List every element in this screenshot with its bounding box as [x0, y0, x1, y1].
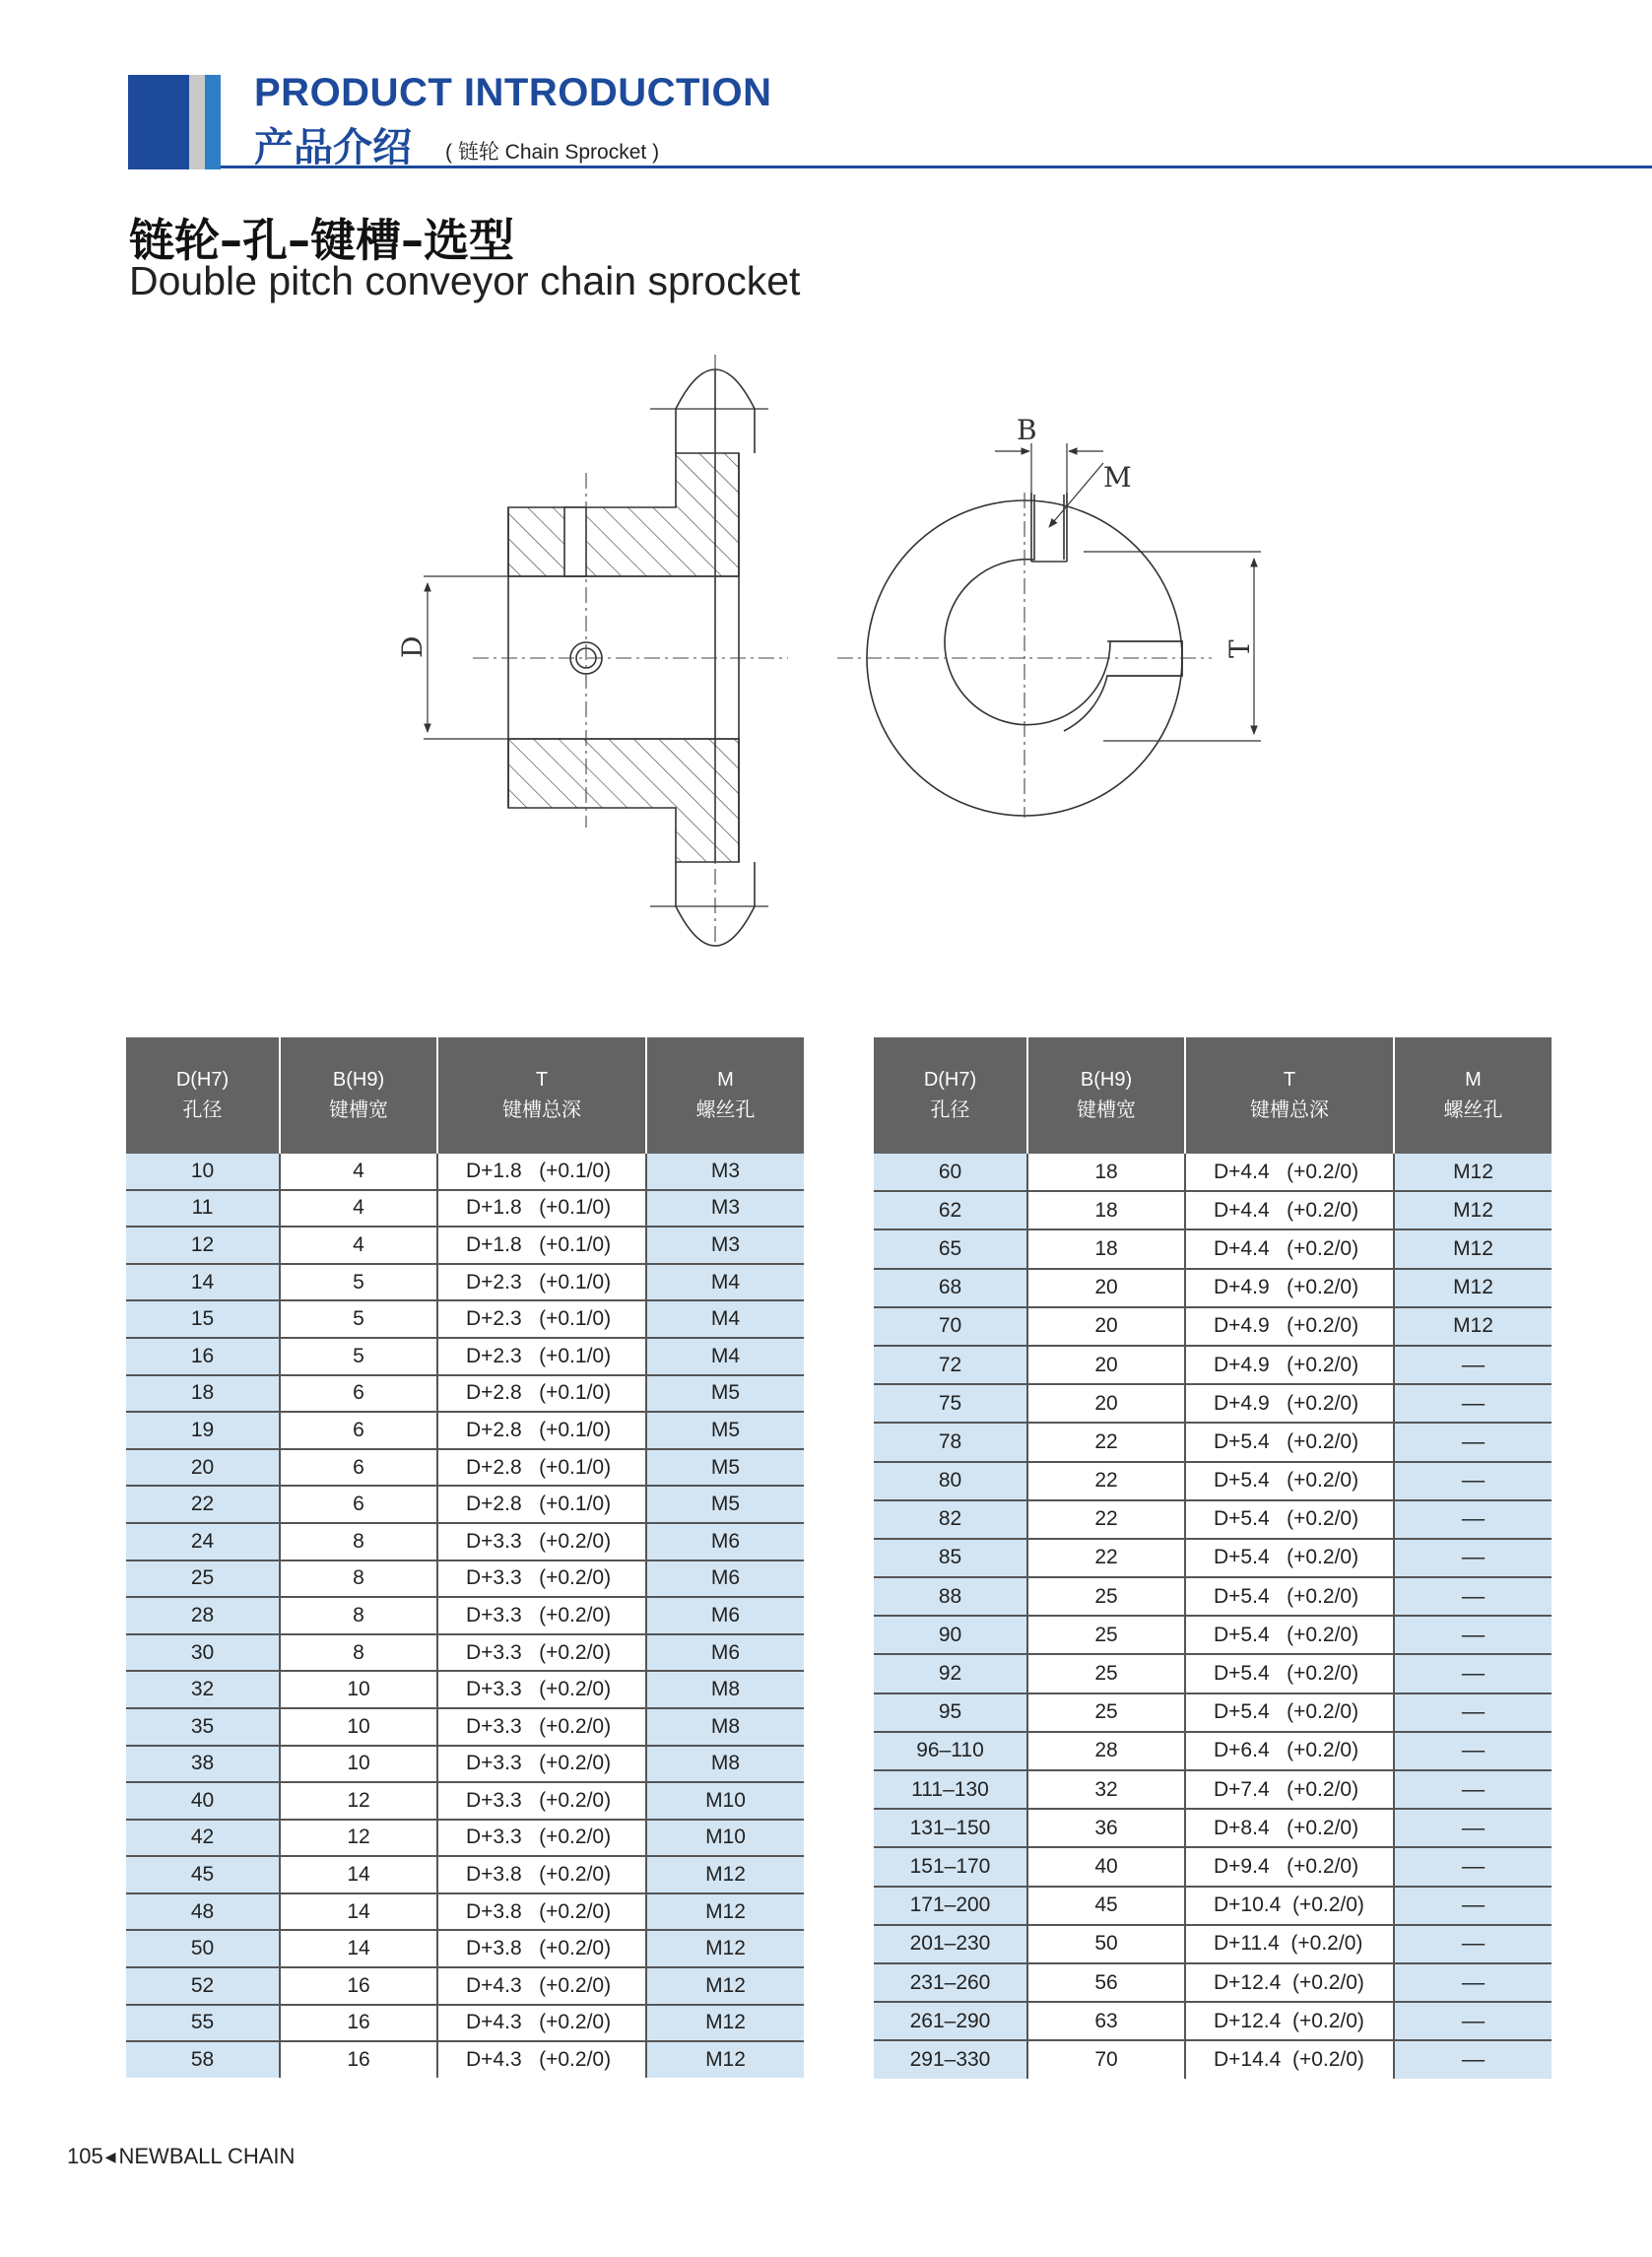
cell-keyway-b: 12	[280, 1782, 437, 1820]
cell-screw-m: M12	[646, 1967, 804, 2005]
cell-keyway-b: 4	[280, 1190, 437, 1228]
cell-keyway-b: 45	[1027, 1887, 1185, 1925]
table-row	[126, 1820, 804, 1857]
cell-bore-d: 50	[126, 1930, 280, 1967]
cell-depth-t: D+3.3 (+0.2/0)	[437, 1782, 646, 1820]
table-row	[126, 1486, 804, 1523]
dim-label-t: T	[1223, 639, 1256, 658]
table-row	[874, 1887, 1552, 1925]
cell-keyway-b: 6	[280, 1486, 437, 1523]
cell-depth-t: D+11.4 (+0.2/0)	[1185, 1925, 1394, 1963]
footer-brand: NEWBALL CHAIN	[118, 2144, 296, 2168]
cell-keyway-b: 12	[280, 1820, 437, 1857]
cell-bore-d: 30	[126, 1634, 280, 1672]
sprocket-drawing	[374, 355, 1281, 965]
cell-screw-m: ––	[1394, 1616, 1552, 1654]
table-row	[874, 1462, 1552, 1500]
cell-keyway-b: 6	[280, 1449, 437, 1487]
cell-keyway-b: 4	[280, 1227, 437, 1264]
cell-bore-d: 22	[126, 1486, 280, 1523]
cell-screw-m: M5	[646, 1375, 804, 1413]
cell-keyway-b: 25	[1027, 1616, 1185, 1654]
cell-bore-d: 16	[126, 1338, 280, 1375]
cell-keyway-b: 22	[1027, 1423, 1185, 1461]
cell-depth-t: D+5.4 (+0.2/0)	[1185, 1462, 1394, 1500]
cell-bore-d: 12	[126, 1227, 280, 1264]
spec-table-left	[126, 1037, 804, 2078]
header-title-en: PRODUCT INTRODUCTION	[254, 71, 772, 114]
cell-bore-d: 60	[874, 1154, 1027, 1191]
cell-keyway-b: 6	[280, 1375, 437, 1413]
cell-depth-t: D+12.4 (+0.2/0)	[1185, 1963, 1394, 2002]
cell-bore-d: 35	[126, 1708, 280, 1746]
cell-depth-t: D+5.4 (+0.2/0)	[1185, 1423, 1394, 1461]
cell-screw-m: ––	[1394, 1654, 1552, 1693]
cell-keyway-b: 18	[1027, 1229, 1185, 1268]
cell-screw-m: M8	[646, 1708, 804, 1746]
cell-keyway-b: 40	[1027, 1847, 1185, 1886]
cell-keyway-b: 56	[1027, 1963, 1185, 2002]
cell-depth-t: D+4.4 (+0.2/0)	[1185, 1229, 1394, 1268]
cell-keyway-b: 16	[280, 2041, 437, 2078]
cell-keyway-b: 4	[280, 1154, 437, 1190]
table-row	[874, 1423, 1552, 1461]
cell-keyway-b: 5	[280, 1264, 437, 1301]
cell-bore-d: 32	[126, 1671, 280, 1708]
cell-screw-m: M6	[646, 1597, 804, 1634]
cell-screw-m: ––	[1394, 1887, 1552, 1925]
cell-screw-m: ––	[1394, 1770, 1552, 1809]
cell-screw-m: ––	[1394, 1577, 1552, 1616]
table-row	[126, 1856, 804, 1893]
cell-screw-m: ––	[1394, 2002, 1552, 2040]
left-triangle-icon: ◀	[104, 2149, 116, 2164]
cell-bore-d: 291–330	[874, 2040, 1027, 2078]
cell-keyway-b: 20	[1027, 1346, 1185, 1384]
cell-bore-d: 68	[874, 1269, 1027, 1307]
cell-screw-m: ––	[1394, 1847, 1552, 1886]
table-row	[874, 1963, 1552, 2002]
cell-bore-d: 80	[874, 1462, 1027, 1500]
cell-depth-t: D+3.3 (+0.2/0)	[437, 1560, 646, 1598]
col-header-t: T 键槽总深	[1185, 1037, 1394, 1154]
cell-depth-t: D+3.3 (+0.2/0)	[437, 1634, 646, 1672]
cell-keyway-b: 5	[280, 1300, 437, 1338]
cell-depth-t: D+3.8 (+0.2/0)	[437, 1893, 646, 1931]
cell-depth-t: D+10.4 (+0.2/0)	[1185, 1887, 1394, 1925]
cell-keyway-b: 20	[1027, 1384, 1185, 1423]
cell-screw-m: M3	[646, 1190, 804, 1228]
cell-screw-m: ––	[1394, 1693, 1552, 1732]
cell-screw-m: M8	[646, 1746, 804, 1783]
cell-keyway-b: 14	[280, 1856, 437, 1893]
cell-screw-m: M12	[1394, 1154, 1552, 1191]
table-row	[126, 1449, 804, 1487]
cell-depth-t: D+3.3 (+0.2/0)	[437, 1671, 646, 1708]
header-title-cn: 产品介绍	[254, 125, 412, 170]
cell-bore-d: 10	[126, 1154, 280, 1190]
cell-depth-t: D+7.4 (+0.2/0)	[1185, 1770, 1394, 1809]
cell-screw-m: M12	[646, 1893, 804, 1931]
cell-bore-d: 62	[874, 1191, 1027, 1229]
cell-screw-m: ––	[1394, 1539, 1552, 1577]
cell-depth-t: D+2.8 (+0.1/0)	[437, 1486, 646, 1523]
table-row	[874, 1693, 1552, 1732]
cell-bore-d: 75	[874, 1384, 1027, 1423]
cell-screw-m: M10	[646, 1782, 804, 1820]
table-row	[874, 1809, 1552, 1847]
front-view-centerlines	[837, 493, 1212, 818]
cell-depth-t: D+12.4 (+0.2/0)	[1185, 2002, 1394, 2040]
cell-keyway-b: 14	[280, 1930, 437, 1967]
table-row	[874, 1770, 1552, 1809]
cell-screw-m: M6	[646, 1560, 804, 1598]
table-row	[126, 1227, 804, 1264]
cell-bore-d: 20	[126, 1449, 280, 1487]
table-row	[126, 1967, 804, 2005]
cell-depth-t: D+2.3 (+0.1/0)	[437, 1338, 646, 1375]
cell-keyway-b: 18	[1027, 1191, 1185, 1229]
cell-screw-m: M5	[646, 1412, 804, 1449]
cell-depth-t: D+4.3 (+0.2/0)	[437, 1967, 646, 2005]
cell-depth-t: D+2.8 (+0.1/0)	[437, 1375, 646, 1413]
cell-bore-d: 14	[126, 1264, 280, 1301]
table-row	[874, 2040, 1552, 2078]
table-row	[874, 1732, 1552, 1770]
cell-screw-m: M12	[1394, 1191, 1552, 1229]
table-row	[874, 1539, 1552, 1577]
cell-depth-t: D+2.3 (+0.1/0)	[437, 1264, 646, 1301]
cell-keyway-b: 8	[280, 1560, 437, 1598]
cell-bore-d: 111–130	[874, 1770, 1027, 1809]
cell-screw-m: M12	[1394, 1269, 1552, 1307]
cell-keyway-b: 8	[280, 1523, 437, 1560]
cell-screw-m: M4	[646, 1300, 804, 1338]
cell-keyway-b: 28	[1027, 1732, 1185, 1770]
cell-depth-t: D+2.8 (+0.1/0)	[437, 1412, 646, 1449]
table-row	[874, 1307, 1552, 1346]
cell-keyway-b: 16	[280, 1967, 437, 2005]
cell-keyway-b: 50	[1027, 1925, 1185, 1963]
cell-bore-d: 28	[126, 1597, 280, 1634]
table-row	[874, 1229, 1552, 1268]
cell-screw-m: M10	[646, 1820, 804, 1857]
cell-screw-m: M12	[646, 2005, 804, 2042]
cell-depth-t: D+4.4 (+0.2/0)	[1185, 1154, 1394, 1191]
cell-bore-d: 38	[126, 1746, 280, 1783]
table-row	[126, 1708, 804, 1746]
cell-bore-d: 72	[874, 1346, 1027, 1384]
cell-bore-d: 42	[126, 1820, 280, 1857]
cell-depth-t: D+14.4 (+0.2/0)	[1185, 2040, 1394, 2078]
table-row	[126, 1671, 804, 1708]
cell-keyway-b: 63	[1027, 2002, 1185, 2040]
cell-bore-d: 151–170	[874, 1847, 1027, 1886]
col-header-b: B(H9) 键槽宽	[280, 1037, 437, 1154]
cell-depth-t: D+5.4 (+0.2/0)	[1185, 1616, 1394, 1654]
table-row	[126, 1782, 804, 1820]
cell-keyway-b: 20	[1027, 1307, 1185, 1346]
table-row	[126, 1190, 804, 1228]
cell-depth-t: D+3.3 (+0.2/0)	[437, 1820, 646, 1857]
table-row	[874, 1654, 1552, 1693]
cell-keyway-b: 10	[280, 1746, 437, 1783]
cell-bore-d: 85	[874, 1539, 1027, 1577]
cell-keyway-b: 25	[1027, 1577, 1185, 1616]
table-row	[126, 1560, 804, 1598]
table-row	[126, 1375, 804, 1413]
cell-bore-d: 11	[126, 1190, 280, 1228]
cell-depth-t: D+1.8 (+0.1/0)	[437, 1227, 646, 1264]
cell-screw-m: ––	[1394, 1732, 1552, 1770]
table-body-left	[126, 1154, 804, 2078]
table-row	[126, 1634, 804, 1672]
cell-keyway-b: 6	[280, 1412, 437, 1449]
cell-keyway-b: 32	[1027, 1770, 1185, 1809]
col-header-m: M 螺丝孔	[1394, 1037, 1552, 1154]
page-footer	[67, 2144, 295, 2169]
cell-bore-d: 92	[874, 1654, 1027, 1693]
cell-keyway-b: 10	[280, 1708, 437, 1746]
cell-screw-m: ––	[1394, 1384, 1552, 1423]
cell-depth-t: D+9.4 (+0.2/0)	[1185, 1847, 1394, 1886]
cell-keyway-b: 14	[280, 1893, 437, 1931]
header-rule	[221, 166, 1652, 168]
section-title-cn: 链轮–孔–键槽–选型	[129, 214, 514, 267]
cell-bore-d: 45	[126, 1856, 280, 1893]
col-header-t: T 键槽总深	[437, 1037, 646, 1154]
col-header-b: B(H9) 键槽宽	[1027, 1037, 1185, 1154]
cell-depth-t: D+3.3 (+0.2/0)	[437, 1746, 646, 1783]
table-row	[126, 1746, 804, 1783]
cell-bore-d: 90	[874, 1616, 1027, 1654]
dim-label-m: M	[1103, 461, 1132, 494]
cell-screw-m: M6	[646, 1523, 804, 1560]
cell-bore-d: 18	[126, 1375, 280, 1413]
cell-screw-m: M6	[646, 1634, 804, 1672]
page-number: 105	[67, 2144, 103, 2168]
cell-depth-t: D+4.9 (+0.2/0)	[1185, 1307, 1394, 1346]
cell-keyway-b: 22	[1027, 1500, 1185, 1539]
cell-depth-t: D+4.9 (+0.2/0)	[1185, 1346, 1394, 1384]
cell-keyway-b: 8	[280, 1597, 437, 1634]
cell-keyway-b: 25	[1027, 1654, 1185, 1693]
cell-bore-d: 19	[126, 1412, 280, 1449]
cell-bore-d: 40	[126, 1782, 280, 1820]
table-row	[126, 1264, 804, 1301]
cell-bore-d: 15	[126, 1300, 280, 1338]
cell-screw-m: ––	[1394, 2040, 1552, 2078]
section-title-en: Double pitch conveyor chain sprocket	[129, 258, 801, 303]
cell-depth-t: D+3.3 (+0.2/0)	[437, 1597, 646, 1634]
cell-keyway-b: 20	[1027, 1269, 1185, 1307]
table-row	[874, 1925, 1552, 1963]
dim-label-d: D	[396, 635, 429, 658]
cell-screw-m: ––	[1394, 1346, 1552, 1384]
cell-depth-t: D+5.4 (+0.2/0)	[1185, 1693, 1394, 1732]
table-row	[874, 1269, 1552, 1307]
cell-depth-t: D+1.8 (+0.1/0)	[437, 1154, 646, 1190]
cell-depth-t: D+4.9 (+0.2/0)	[1185, 1384, 1394, 1423]
cell-screw-m: ––	[1394, 1462, 1552, 1500]
table-header-row	[126, 1037, 804, 1154]
cell-depth-t: D+3.3 (+0.2/0)	[437, 1523, 646, 1560]
cell-keyway-b: 70	[1027, 2040, 1185, 2078]
cell-keyway-b: 16	[280, 2005, 437, 2042]
cell-bore-d: 25	[126, 1560, 280, 1598]
table-row	[874, 1191, 1552, 1229]
table-row	[874, 1847, 1552, 1886]
cell-bore-d: 58	[126, 2041, 280, 2078]
header-bar-lightblue	[205, 75, 221, 169]
cell-keyway-b: 10	[280, 1671, 437, 1708]
col-header-d: D(H7) 孔径	[874, 1037, 1027, 1154]
table-row	[874, 1577, 1552, 1616]
table-row	[874, 1384, 1552, 1423]
cell-depth-t: D+5.4 (+0.2/0)	[1185, 1654, 1394, 1693]
cell-bore-d: 88	[874, 1577, 1027, 1616]
cell-keyway-b: 25	[1027, 1693, 1185, 1732]
cell-depth-t: D+4.9 (+0.2/0)	[1185, 1269, 1394, 1307]
table-header-row	[874, 1037, 1552, 1154]
cell-depth-t: D+5.4 (+0.2/0)	[1185, 1577, 1394, 1616]
cell-screw-m: M12	[1394, 1307, 1552, 1346]
cell-depth-t: D+5.4 (+0.2/0)	[1185, 1500, 1394, 1539]
cell-screw-m: M12	[1394, 1229, 1552, 1268]
front-view-body	[1031, 493, 1182, 676]
cell-screw-m: M8	[646, 1671, 804, 1708]
cell-screw-m: M4	[646, 1264, 804, 1301]
col-header-d: D(H7) 孔径	[126, 1037, 280, 1154]
cell-screw-m: M12	[646, 1930, 804, 1967]
cell-bore-d: 48	[126, 1893, 280, 1931]
cell-screw-m: ––	[1394, 1925, 1552, 1963]
cell-bore-d: 78	[874, 1423, 1027, 1461]
cell-screw-m: ––	[1394, 1809, 1552, 1847]
table-row	[126, 1523, 804, 1560]
table-row	[874, 2002, 1552, 2040]
cell-depth-t: D+5.4 (+0.2/0)	[1185, 1539, 1394, 1577]
cell-depth-t: D+2.3 (+0.1/0)	[437, 1300, 646, 1338]
cell-screw-m: M4	[646, 1338, 804, 1375]
cell-bore-d: 55	[126, 2005, 280, 2042]
table-row	[126, 1300, 804, 1338]
side-view-centerlines	[473, 355, 788, 946]
cell-depth-t: D+3.3 (+0.2/0)	[437, 1708, 646, 1746]
cell-bore-d: 261–290	[874, 2002, 1027, 2040]
cell-screw-m: ––	[1394, 1423, 1552, 1461]
table-row	[126, 1338, 804, 1375]
table-row	[126, 2041, 804, 2078]
table-row	[126, 1597, 804, 1634]
cell-screw-m: M3	[646, 1227, 804, 1264]
cell-screw-m: ––	[1394, 1500, 1552, 1539]
cell-bore-d: 231–260	[874, 1963, 1027, 2002]
table-row	[126, 2005, 804, 2042]
cell-screw-m: M12	[646, 2041, 804, 2078]
cell-keyway-b: 22	[1027, 1462, 1185, 1500]
cell-depth-t: D+4.4 (+0.2/0)	[1185, 1191, 1394, 1229]
cell-depth-t: D+3.8 (+0.2/0)	[437, 1856, 646, 1893]
cell-depth-t: D+2.8 (+0.1/0)	[437, 1449, 646, 1487]
table-row	[874, 1616, 1552, 1654]
table-row	[874, 1500, 1552, 1539]
header-bar-blue	[128, 75, 189, 169]
cell-depth-t: D+4.3 (+0.2/0)	[437, 2041, 646, 2078]
cell-screw-m: M5	[646, 1486, 804, 1523]
table-row	[874, 1346, 1552, 1384]
cell-bore-d: 96–110	[874, 1732, 1027, 1770]
cell-bore-d: 24	[126, 1523, 280, 1560]
cell-bore-d: 201–230	[874, 1925, 1027, 1963]
cell-depth-t: D+8.4 (+0.2/0)	[1185, 1809, 1394, 1847]
spec-table-right	[874, 1037, 1552, 2079]
cell-depth-t: D+4.3 (+0.2/0)	[437, 2005, 646, 2042]
cell-bore-d: 52	[126, 1967, 280, 2005]
table-row	[126, 1930, 804, 1967]
cell-depth-t: D+3.8 (+0.2/0)	[437, 1930, 646, 1967]
table-body-right	[874, 1154, 1552, 2079]
table-row	[126, 1412, 804, 1449]
cell-bore-d: 82	[874, 1500, 1027, 1539]
cell-screw-m: M5	[646, 1449, 804, 1487]
cell-bore-d: 65	[874, 1229, 1027, 1268]
cell-depth-t: D+6.4 (+0.2/0)	[1185, 1732, 1394, 1770]
col-header-m: M 螺丝孔	[646, 1037, 804, 1154]
cell-keyway-b: 22	[1027, 1539, 1185, 1577]
table-row	[126, 1893, 804, 1931]
cell-keyway-b: 18	[1027, 1154, 1185, 1191]
cell-bore-d: 95	[874, 1693, 1027, 1732]
cell-keyway-b: 36	[1027, 1809, 1185, 1847]
cell-bore-d: 171–200	[874, 1887, 1027, 1925]
cell-bore-d: 131–150	[874, 1809, 1027, 1847]
header-subtitle: ( 链轮 Chain Sprocket )	[445, 141, 660, 164]
cell-screw-m: ––	[1394, 1963, 1552, 2002]
dim-label-b: B	[1017, 414, 1037, 446]
cell-screw-m: M12	[646, 1856, 804, 1893]
cell-keyway-b: 5	[280, 1338, 437, 1375]
header-bar-gray	[189, 75, 205, 169]
cell-screw-m: M3	[646, 1154, 804, 1190]
cell-keyway-b: 8	[280, 1634, 437, 1672]
table-row	[874, 1154, 1552, 1191]
table-row	[126, 1154, 804, 1190]
cell-bore-d: 70	[874, 1307, 1027, 1346]
cell-depth-t: D+1.8 (+0.1/0)	[437, 1190, 646, 1228]
